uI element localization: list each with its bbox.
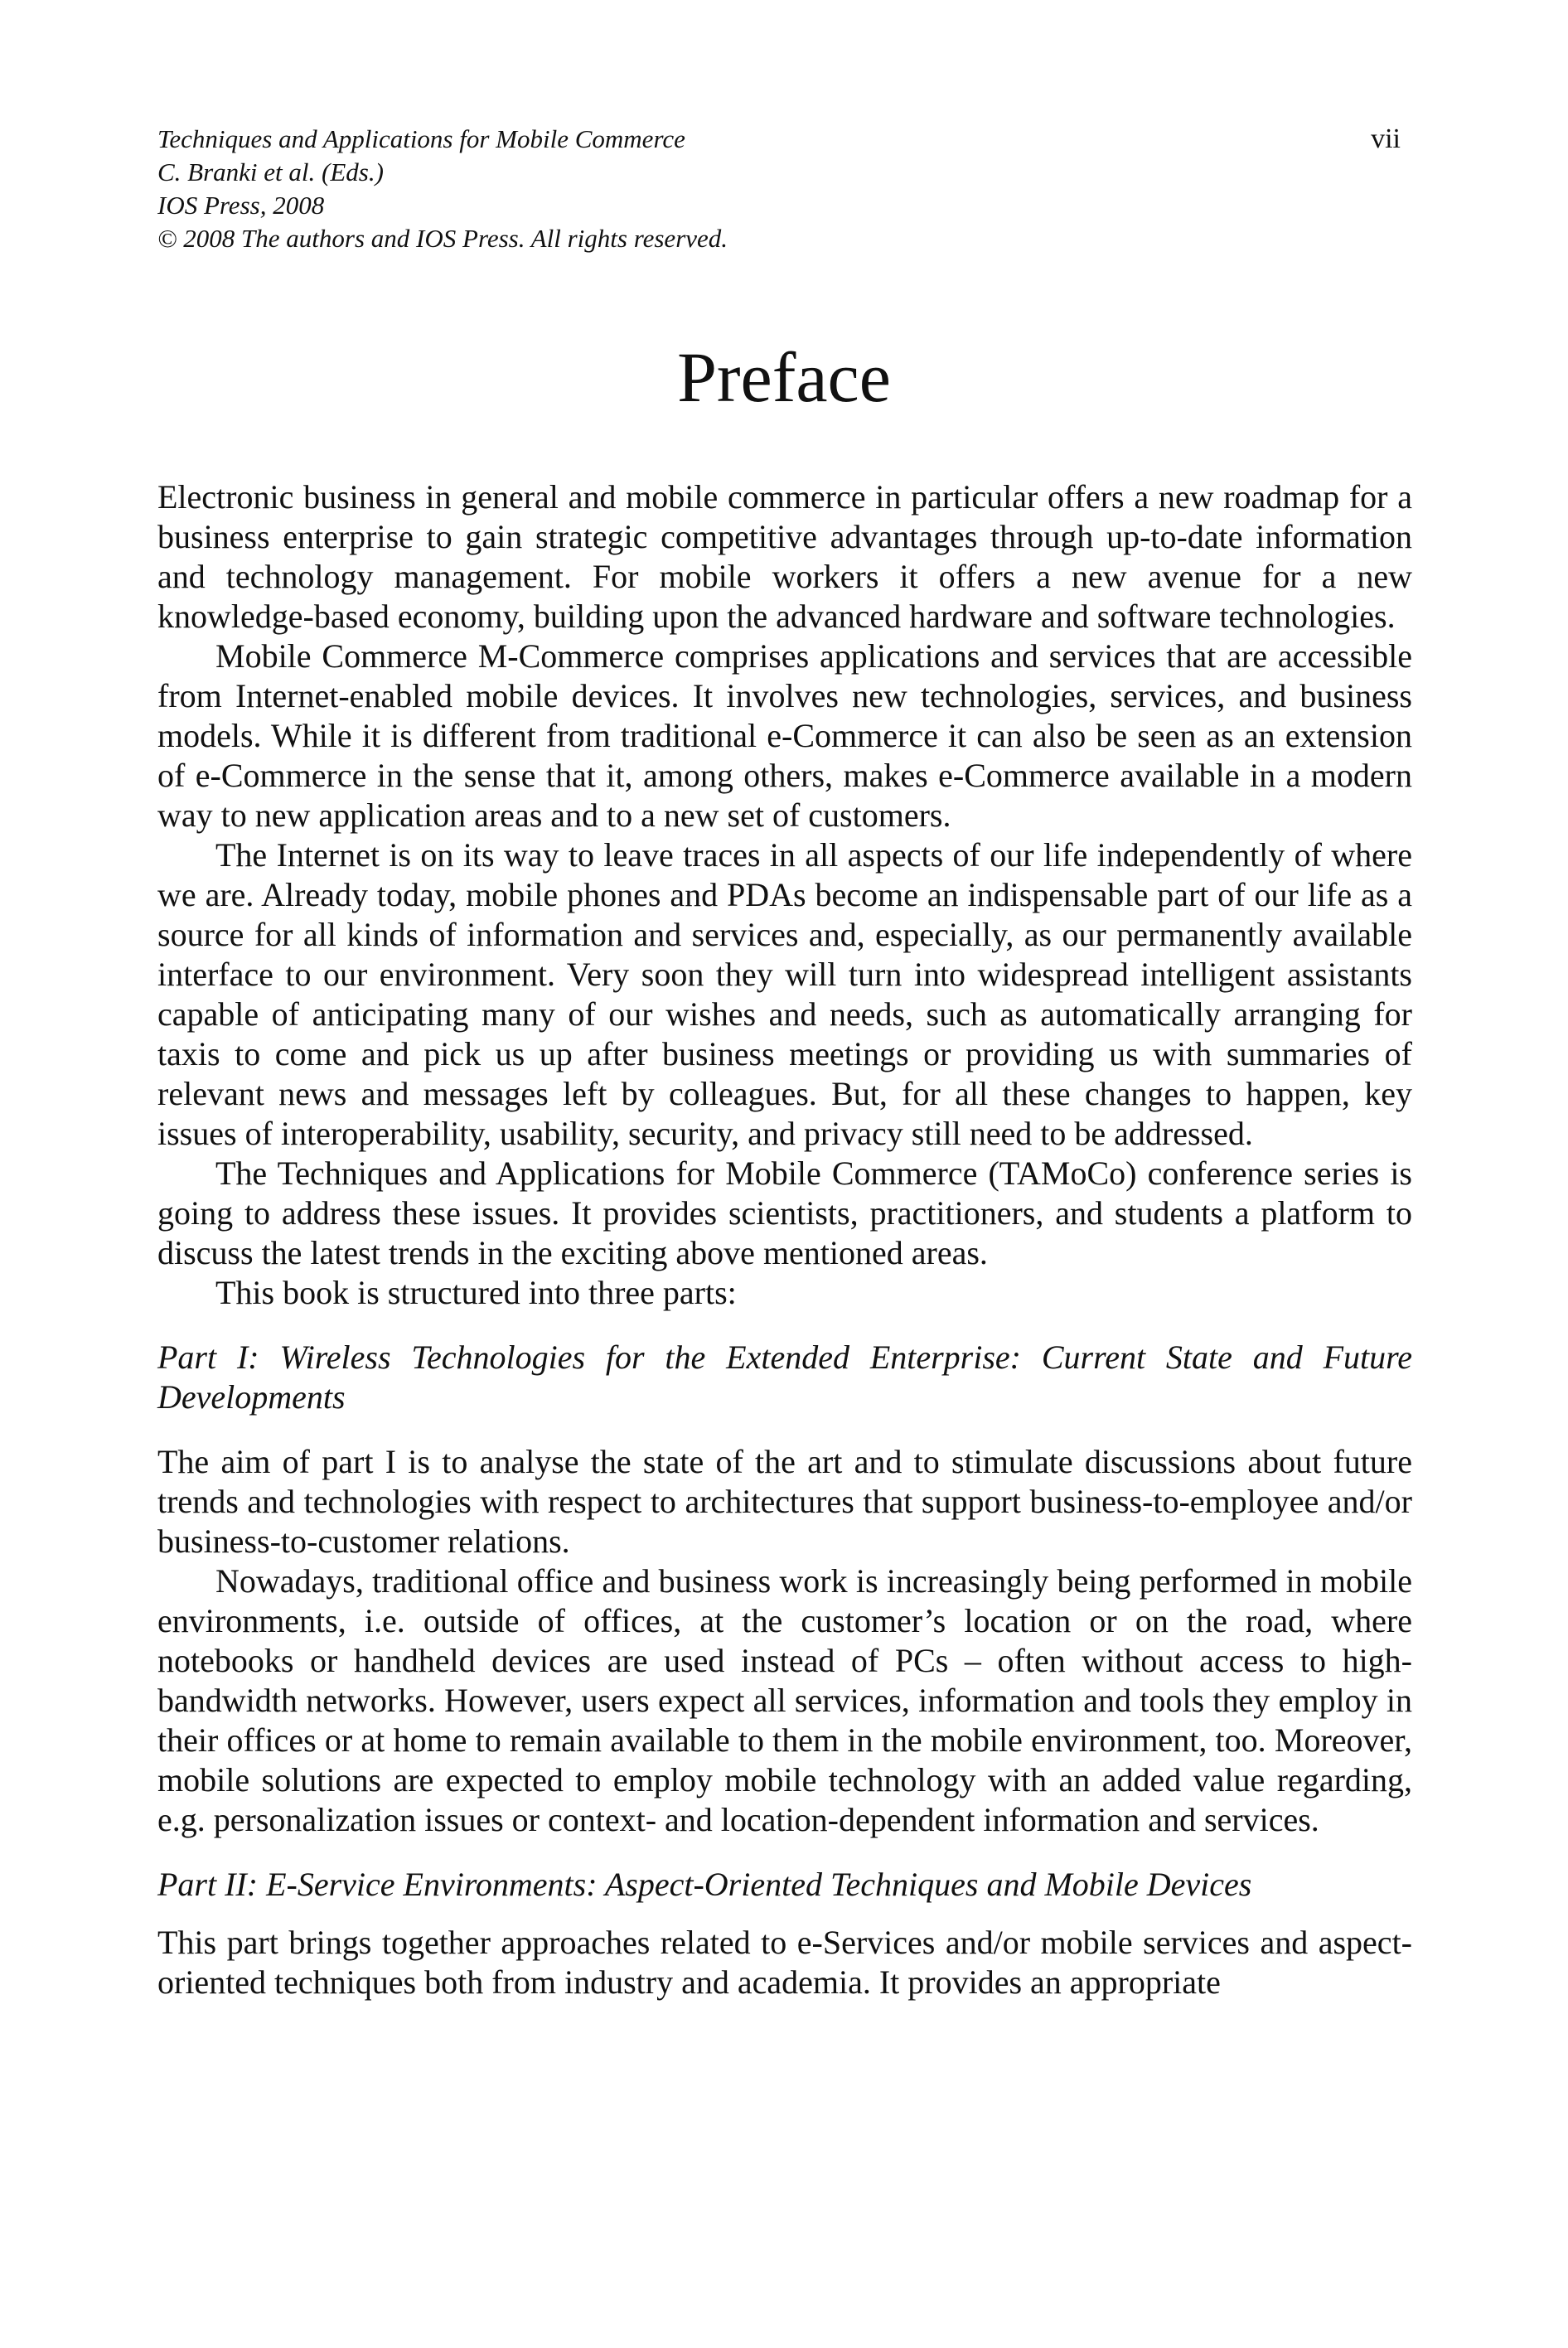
preface-body [157,477,1412,2002]
book-publisher: IOS Press, 2008 [157,191,325,220]
book-editors: C. Branki et al. (Eds.) [157,157,384,186]
book-title: Techniques and Applications for Mobile Commerce [157,124,685,153]
paragraph: The Internet is on its way to leave traces in all aspects of our life independently of where we are. Already today, mobile phones and PDAs become an indispensable part of our life as a source for all kinds of information and services and, especially, as our permanently available interface to our environment. Very soon they will turn into widespread intelligent assistants capable of anticipating many of our wishes and needs, such as automatically arranging for taxis to come and pick us up after business meetings or providing us with summaries of relevant news and messages left by colleagues. But, for all these changes to happen, key issues of interoperability, usability, security, and privacy still need to be addressed. [157,836,1412,1152]
paragraph: The aim of part I is to analyse the state of the art and to stimulate discussions about future trends and technologies with respect to architectures that support business-to-employee and/or business-to-customer relations. [157,1443,1412,1560]
running-head [157,123,1401,255]
part-one-heading: Part I: Wireless Technologies for the Extended Enterprise: Current State and Future Developments [157,1339,1412,1416]
book-copyright: © 2008 The authors and IOS Press. All rights reserved. [157,224,728,253]
part-two-heading: Part II: E-Service Environments: Aspect-Oriented Techniques and Mobile Devices [157,1866,1252,1903]
page-number: vii [1371,123,1401,154]
paragraph: Nowadays, traditional office and business work is increasingly being performed in mobile environments, i.e. outside of offices, at the customer’s location or on the road, where notebooks or handheld devices are used instead of PCs – often without access to high-bandwidth networks. However, users expect all services, information and tools they employ in their offices or at home to remain available to them in the mobile environment, too. Moreover, mobile solutions are expected to employ mobile technology with an added value regarding, e.g. personalization issues or context- and location-dependent information and services. [157,1562,1412,1838]
paragraph: Electronic business in general and mobile commerce in particular offers a new roadmap for a business enterprise to gain strategic competitive advantages through up-to-date information and technology management. For mobile workers it offers a new avenue for a new knowledge-based economy, building upon the advanced hardware and software technologies. [157,478,1412,635]
paragraph: This part brings together approaches related to e-Services and/or mobile services and aspect-oriented techniques both from industry and academia. It provides an appropriate [157,1924,1412,2001]
paragraph: The Techniques and Applications for Mobile Commerce (TAMoCo) conference series is going to address these issues. It provides scientists, practitioners, and students a platform to discuss the latest trends in the exciting above mentioned areas. [157,1155,1412,1271]
paragraph: This book is structured into three parts: [215,1274,737,1311]
paragraph: Mobile Commerce M-Commerce comprises applications and services that are accessible from Internet-enabled mobile devices. It involves new technologies, services, and business models. While it is different from traditional e-Commerce it can also be seen as an extension of e-Commerce in the sense that it, among others, makes e-Commerce available in a modern way to new application areas and to a new set of customers. [157,637,1412,834]
book-citation [157,123,1401,255]
page-title: Preface [677,337,891,417]
